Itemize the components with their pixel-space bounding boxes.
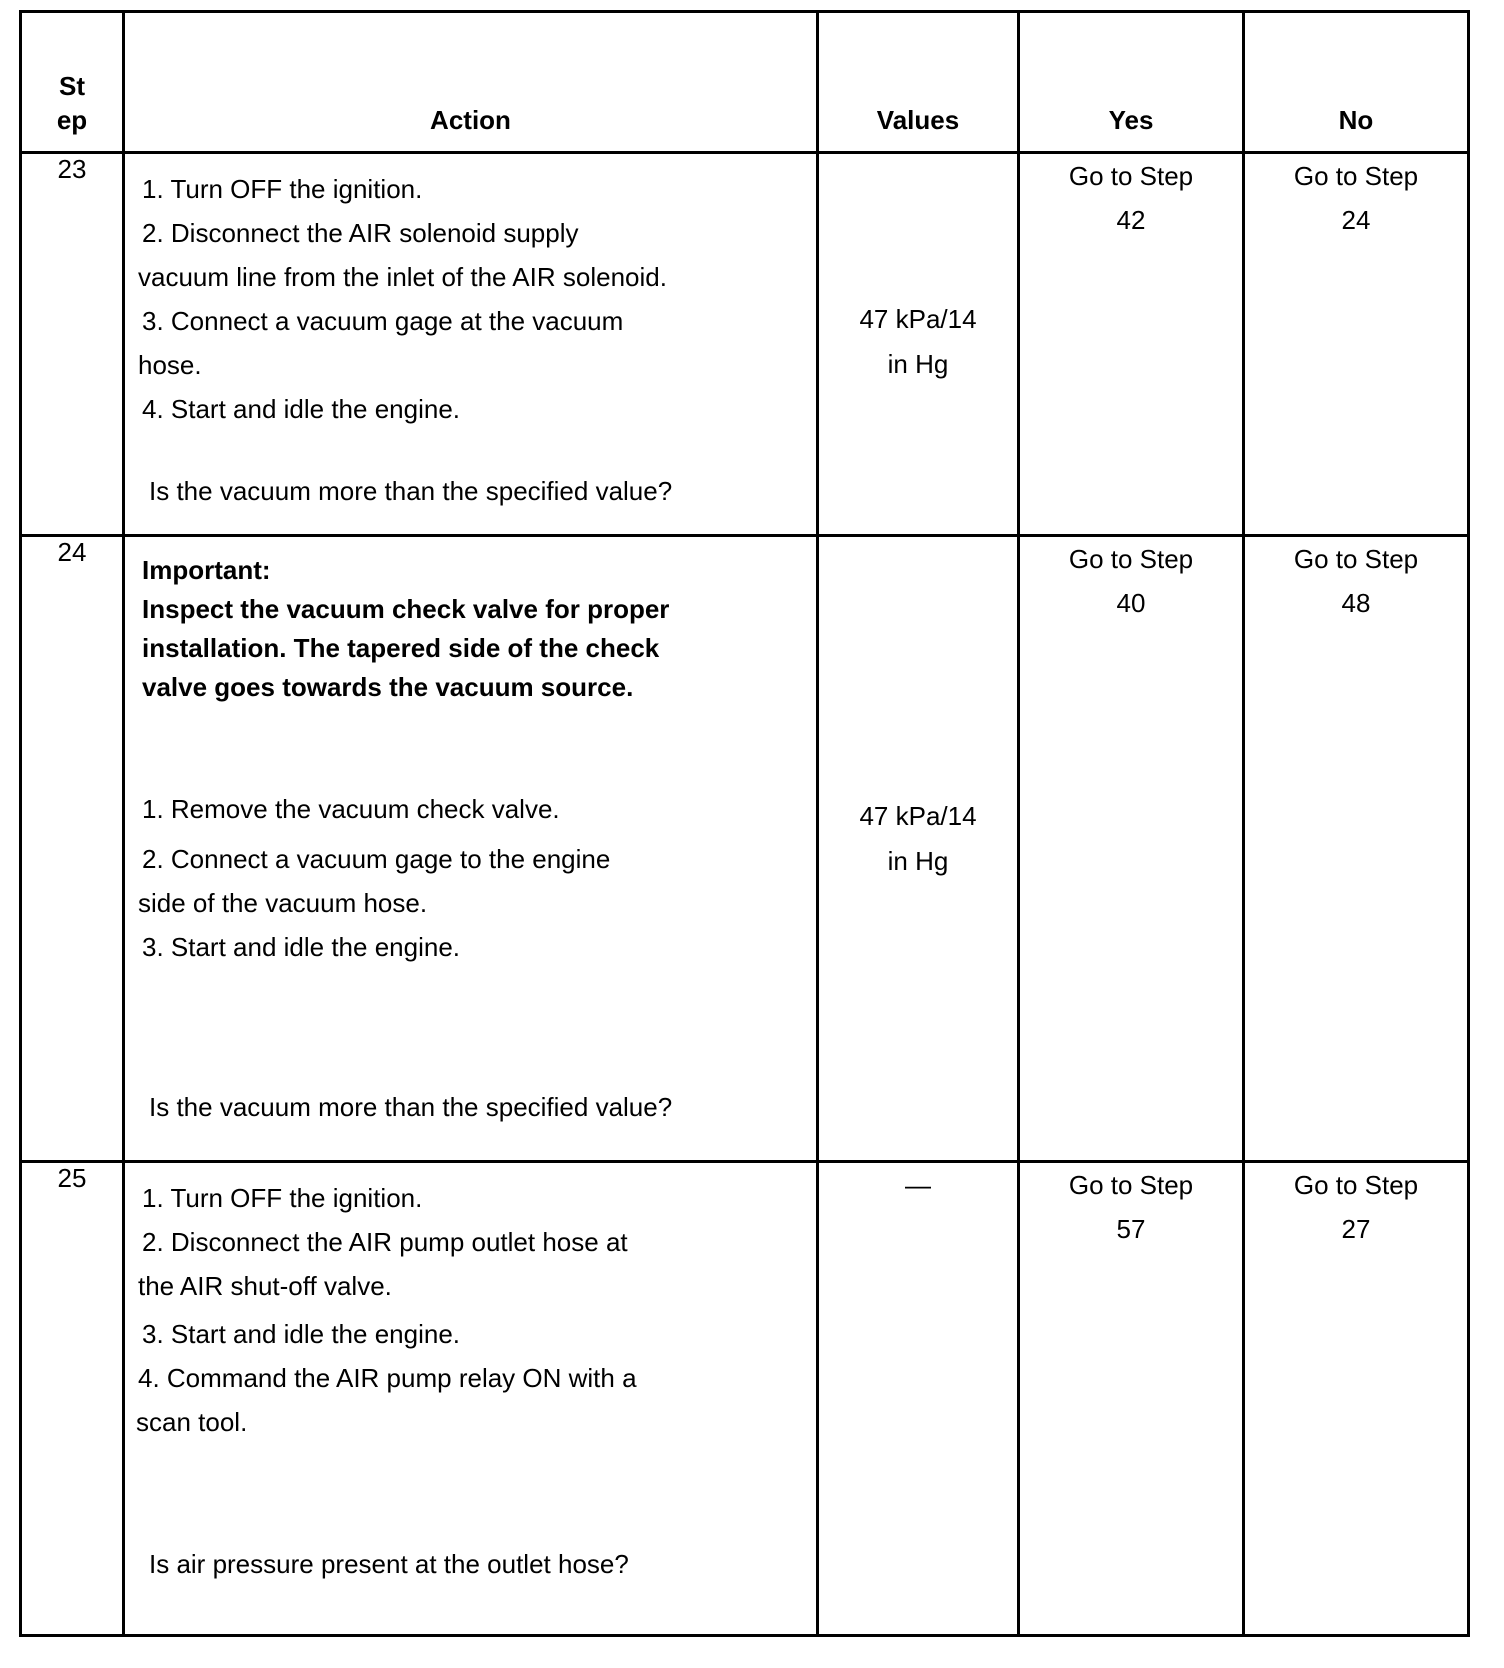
yes-goto-step: 57: [1116, 1214, 1146, 1244]
header-step-line2: ep: [56, 105, 88, 135]
values-cell: [818, 153, 1019, 536]
important-block: [125, 551, 816, 707]
no-goto-step: 24: [1341, 205, 1371, 235]
action-line: scan tool.: [136, 1407, 248, 1437]
yes-cell: [1019, 1162, 1244, 1636]
table-row: [21, 536, 1469, 1162]
action-line: the AIR shut-off valve.: [138, 1271, 392, 1301]
action-line: 3. Start and idle the engine.: [142, 932, 461, 962]
important-line: installation. The tapered side of the check: [142, 633, 660, 663]
yes-cell: [1019, 153, 1244, 536]
no-goto-step: 48: [1341, 588, 1371, 618]
action-cell: [124, 536, 818, 1162]
header-step: [21, 12, 124, 153]
values-cell: [818, 536, 1019, 1162]
action-line: 1. Turn OFF the ignition.: [142, 174, 423, 204]
action-line: hose.: [138, 350, 202, 380]
action-line: 3. Connect a vacuum gage at the vacuum: [142, 306, 624, 336]
no-goto-label: Go to Step: [1293, 161, 1419, 191]
values-line: in Hg: [887, 846, 949, 876]
table-row: [21, 1162, 1469, 1636]
yes-cell: [1019, 536, 1244, 1162]
question-text: Is the vacuum more than the specified value?: [149, 1092, 673, 1122]
action-line: 1. Turn OFF the ignition.: [142, 1183, 423, 1213]
yes-goto-step: 40: [1116, 588, 1146, 618]
question-text: Is air pressure present at the outlet hose?: [149, 1549, 629, 1579]
no-cell: [1244, 536, 1469, 1162]
header-yes: Yes: [1019, 12, 1244, 153]
action-line: 1. Remove the vacuum check valve.: [142, 794, 560, 824]
important-line: valve goes towards the vacuum source.: [142, 672, 634, 702]
yes-goto-step: 42: [1116, 205, 1146, 235]
values-line: —: [905, 1170, 931, 1200]
yes-goto-label: Go to Step: [1068, 1170, 1194, 1200]
yes-goto-label: Go to Step: [1068, 161, 1194, 191]
no-goto-step: 27: [1341, 1214, 1371, 1244]
values-line: in Hg: [887, 349, 949, 379]
no-goto-label: Go to Step: [1293, 1170, 1419, 1200]
header-no: No: [1244, 12, 1469, 153]
important-line: Inspect the vacuum check valve for proper: [142, 594, 670, 624]
question-text: Is the vacuum more than the specified value?: [149, 476, 673, 506]
action-line: 4. Start and idle the engine.: [142, 394, 461, 424]
header-values: Values: [818, 12, 1019, 153]
action-line: vacuum line from the inlet of the AIR solenoid.: [138, 262, 667, 292]
action-line: 2. Disconnect the AIR pump outlet hose at: [142, 1227, 628, 1257]
no-goto-label: Go to Step: [1293, 544, 1419, 574]
action-line: 3. Start and idle the engine.: [142, 1319, 461, 1349]
yes-goto-label: Go to Step: [1068, 544, 1194, 574]
action-line: side of the vacuum hose.: [138, 888, 428, 918]
diagnostic-table: [19, 10, 1470, 1637]
values-cell: [818, 1162, 1019, 1636]
action-cell: [124, 1162, 818, 1636]
action-cell: [124, 153, 818, 536]
step-number: 23: [21, 153, 124, 536]
no-cell: [1244, 153, 1469, 536]
important-heading: Important:: [142, 555, 271, 585]
values-line: 47 kPa/14: [859, 801, 977, 831]
no-cell: [1244, 1162, 1469, 1636]
header-step-line1: St: [59, 71, 85, 101]
action-line: 2. Connect a vacuum gage to the engine: [142, 844, 611, 874]
header-row: [21, 12, 1469, 153]
table-row: [21, 153, 1469, 536]
header-action: Action: [124, 12, 818, 153]
step-number: 24: [21, 536, 124, 1162]
action-line: 4. Command the AIR pump relay ON with a: [138, 1363, 637, 1393]
values-line: 47 kPa/14: [859, 304, 977, 334]
action-line: 2. Disconnect the AIR solenoid supply: [142, 218, 579, 248]
step-number: 25: [21, 1162, 124, 1636]
